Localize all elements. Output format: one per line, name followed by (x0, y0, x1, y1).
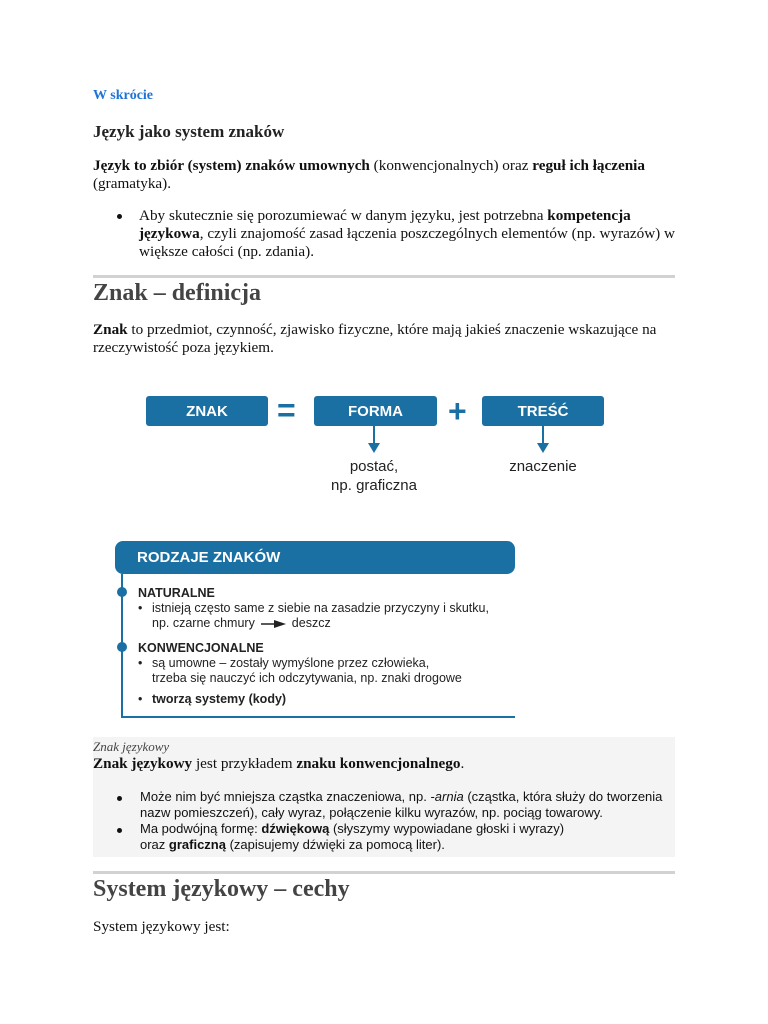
text: (gramatyka). (93, 175, 172, 192)
section-kicker: W skrócie (93, 88, 154, 103)
bullet-icon: • (138, 656, 143, 670)
definition-paragraph (93, 321, 675, 357)
bold-text: znaku konwencjonalnego (296, 755, 461, 772)
bullet-icon: • (138, 601, 143, 615)
bold-text: Język to zbiór (system) znaków umownych (93, 157, 370, 174)
list-item (93, 789, 668, 821)
bullet-dot-icon (93, 789, 140, 821)
text: Ma podwójną formę: (140, 821, 262, 836)
sign-types-title: RODZAJE ZNAKÓW (115, 541, 515, 574)
section-heading: Język jako system znaków (93, 122, 285, 141)
znak-box: ZNAK (146, 396, 268, 426)
list-item (93, 821, 668, 853)
timeline-node-icon (117, 642, 127, 652)
list-item-text (140, 821, 564, 853)
bold-text: Znak językowy (93, 755, 193, 772)
arrow-down-icon (366, 426, 382, 454)
natural-signs-line (138, 601, 489, 616)
section-intro: System językowy jest: (93, 918, 230, 935)
arrow-down-icon (535, 426, 551, 454)
tresc-box: TREŚĆ (482, 396, 604, 426)
tresc-description: znaczenie (509, 458, 577, 475)
bullet-dot-icon (93, 207, 139, 261)
text: jest przykładem (192, 755, 297, 772)
text: (cząstka, która służy do tworzenia nazw pomieszczeń), cały wyraz, połączenie kilku wyrazów, np. pociąg towarowy. (140, 789, 663, 820)
arrow-right-icon (258, 619, 288, 629)
text: . (460, 755, 465, 772)
bold-text: tworzą systemy (kody) (152, 692, 287, 706)
text: (słyszymy wypowiadane głoski i wyrazy) (329, 821, 565, 836)
text: są umowne – zostały wymyślone przez człowieka, (152, 656, 430, 670)
text: deszcz (291, 616, 331, 630)
text: istnieją często same z siebie na zasadzie przyczyny i skutku, (152, 601, 489, 615)
natural-signs-example (152, 616, 331, 631)
text: Aby skutecznie się porozumiewać w danym języku, jest potrzebna (139, 207, 548, 224)
text: postać, (349, 458, 399, 475)
bold-text: dźwiękową (261, 821, 330, 836)
bold-text: kompetencja językowa (139, 207, 631, 242)
text: oraz (140, 837, 169, 852)
text: np. graficzna (331, 477, 417, 494)
conventional-signs-systems (138, 692, 286, 707)
conventional-signs-title: KONWENCJONALNE (138, 641, 264, 655)
section-divider (93, 275, 675, 278)
text: (konwencjonalnych) oraz (369, 157, 533, 174)
box-bottom-line (121, 716, 515, 718)
list-item (93, 207, 683, 261)
bullet-list (93, 207, 683, 261)
list-item-text (140, 789, 668, 821)
text: to przedmiot, czynność, zjawisko fizyczne, które mają jakieś znaczenie wskazujące na rzeczywistość poza językiem. (93, 321, 657, 356)
forma-description (304, 457, 444, 495)
intro-paragraph (93, 157, 653, 193)
natural-signs-title: NATURALNE (138, 586, 215, 600)
conventional-signs-line (138, 656, 429, 671)
text: , czyli znajomość zasad łączenia poszczególnych elementów (np. wyrazów) w większe całości (np. zdania). (139, 225, 675, 260)
italic-text: arnia (434, 789, 464, 804)
text: (zapisujemy dźwięki za pomocą liter). (225, 837, 445, 852)
bullet-icon: • (138, 692, 143, 706)
text: np. czarne chmury (152, 616, 255, 630)
timeline-node-icon (117, 587, 127, 597)
bold-text: graficzną (168, 837, 226, 852)
box-label: Znak językowy (93, 739, 170, 754)
equals-sign: = (277, 392, 296, 428)
text: Może nim być mniejsza cząstka znaczeniowa, np. - (140, 789, 435, 804)
bullet-dot-icon (93, 821, 140, 853)
box-sentence (93, 755, 464, 773)
bold-text: reguł ich łączenia (532, 157, 645, 174)
list-item-text (139, 207, 683, 261)
section-divider (93, 871, 675, 874)
section-title: Znak – definicja (93, 280, 262, 306)
conventional-signs-line: trzeba się nauczyć ich odczytywania, np. znaki drogowe (152, 671, 462, 685)
plus-sign: + (448, 393, 467, 429)
section-title: System językowy – cechy (93, 876, 350, 902)
forma-box: FORMA (314, 396, 437, 426)
bold-text: Znak (93, 321, 128, 338)
box-bullet-list (93, 789, 668, 853)
